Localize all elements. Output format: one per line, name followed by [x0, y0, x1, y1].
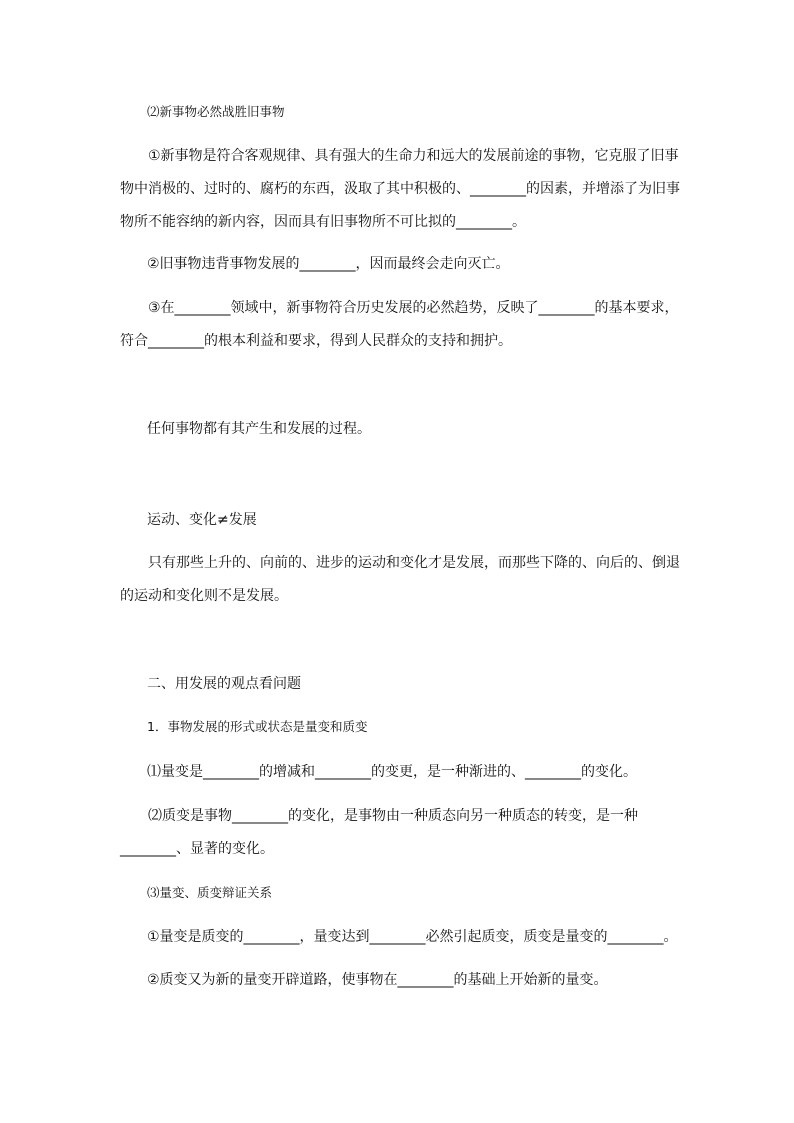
- note-body-development: 只有那些上升的、向前的、进步的运动和变化才是发展，而那些下降的、向后的、倒退的运动和变化则不是发展。: [120, 555, 680, 604]
- dialectical-relation-heading: ⑶量变、质变辩证关系: [147, 885, 273, 900]
- dialectical-relation-a: ①量变是质变的________，量变达到________必然引起质变，质变是量变的________。: [147, 929, 678, 945]
- paragraph-old-things: ②旧事物违背事物发展的________，因而最终会走向灭亡。: [147, 256, 510, 272]
- section-heading-new-defeats-old: ⑵新事物必然战胜旧事物: [147, 104, 285, 119]
- note-process: 任何事物都有其产生和发展的过程。: [147, 421, 371, 437]
- part-two-heading: 二、用发展的观点看问题: [147, 676, 301, 692]
- paragraph-social-domain: ③在________领域中，新事物符合历史发展的必然趋势，反映了________的基本要求，符合________的根本利益和要求，得到人民群众的支持和拥护。: [120, 300, 679, 349]
- question-qualitative-change: ⑵质变是事物________的变化，是事物由一种质态向另一种质态的转变，是一种________、显著的变化。: [120, 808, 638, 857]
- question-quantitative-change: ⑴量变是________的增减和________的变更，是一种渐进的、________的变化。: [147, 764, 637, 780]
- item-one-heading: 1．事物发展的形式或状态是量变和质变: [147, 719, 368, 734]
- dialectical-relation-b: ②质变又为新的量变开辟道路，使事物在________的基础上开始新的量变。: [147, 972, 608, 988]
- paragraph-new-things-definition: ①新事物是符合客观规律、具有强大的生命力和远大的发展前途的事物，它克服了旧事物中消极的、过时的、腐朽的东西，汲取了其中积极的、________的因素，并增添了为旧事物所不能容纳的新内容，因而具有旧事物所不可比拟的________。: [120, 148, 680, 230]
- note-heading-motion-change: 运动、变化≠发展: [147, 512, 257, 528]
